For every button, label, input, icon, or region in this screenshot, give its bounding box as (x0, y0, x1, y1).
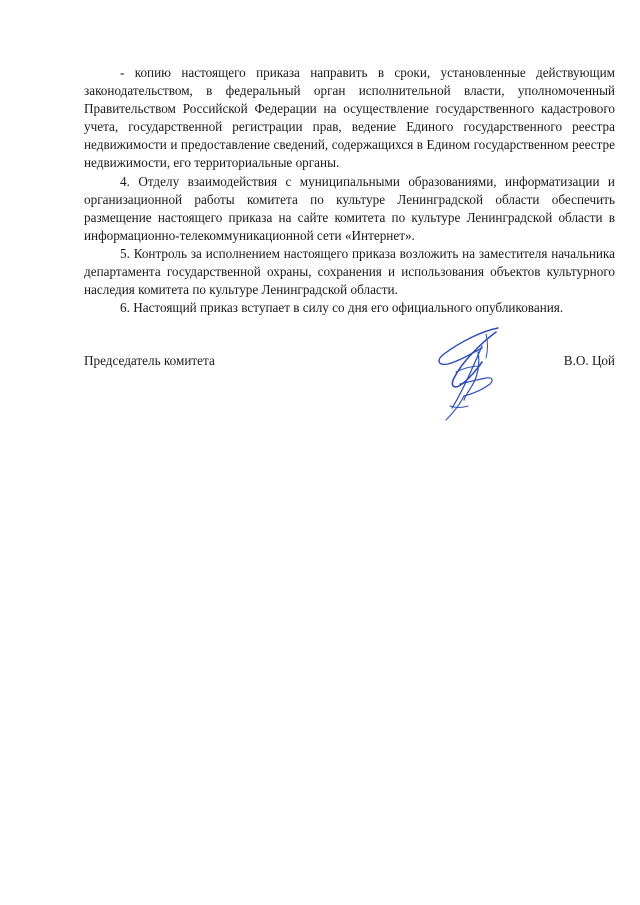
signatory-title: Председатель комитета (84, 353, 215, 368)
paragraph-item-5: 5. Контроль за исполнением настоящего приказа возложить на заместителя начальника департамента государственной охраны, сохранения и использования объектов культурного наследия комитета по культуре Ленинградской области. (84, 245, 615, 298)
handwritten-signature (420, 322, 510, 426)
signatory-name: В.О. Цой (563, 353, 615, 368)
document-body (84, 64, 615, 317)
paragraph-item-4: 4. Отделу взаимодействия с муниципальными образованиями, информатизации и организационной работы комитета по культуре Ленинградской области обеспечить размещение настоящего приказа на сайте комитета по культуре Ленинградской области в информационно-телекоммуникационной сети «Интернет». (84, 173, 615, 243)
paragraph-item-6: 6. Настоящий приказ вступает в силу со дня его официального опубликования. (120, 300, 564, 316)
paragraph-copy-distribution: - копию настоящего приказа направить в сроки, установленные действующим законодательством, в федеральный орган исполнительной власти, уполномоченный Правительством Российской Федерации на осуществление государственного кадастрового учета, государственной регистрации прав, ведение Единого государственного реестра недвижимости и предоставление сведений, содержащихся в Едином государственном реестре недвижимости, его территориальные органы. (84, 65, 615, 171)
